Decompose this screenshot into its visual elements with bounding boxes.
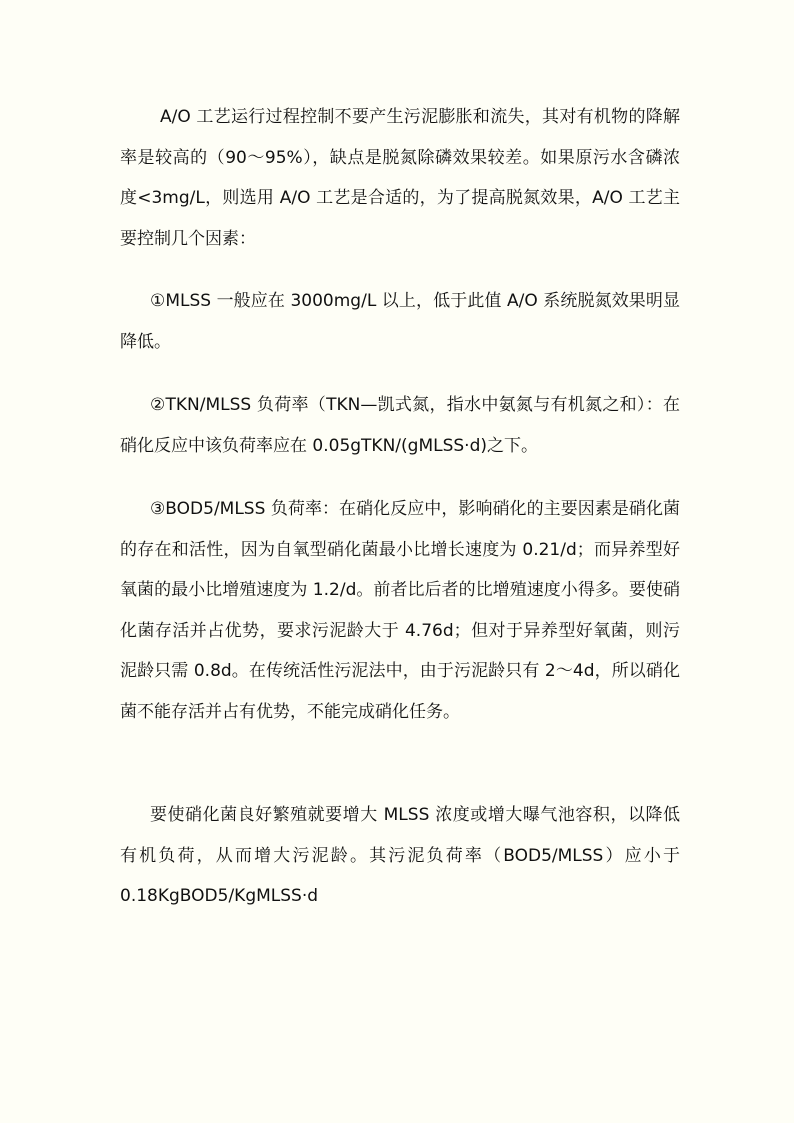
paragraph-conclusion: 要使硝化菌良好繁殖就要增大 MLSS 浓度或增大曝气池容积，以降低有机负荷，从而增大污泥龄。其污泥负荷率（BOD5/MLSS）应小于 0.18KgBOD5/KgMLSS·d [120, 805, 680, 906]
paragraph-bod5-mlss: ③BOD5/MLSS 负荷率：在硝化反应中，影响硝化的主要因素是硝化菌的存在和活性，因为自氧型硝化菌最小比增长速度为 0.21/d；而异养型好氧菌的最小比增殖速度为 1.2/d。前者比后者的比增殖速度小得多。要使硝化菌存活并占优势，要求污泥龄大于 4.76d；但对于异养型好氧菌，则污泥龄只需 0.8d。在传统活性污泥法中，由于污泥龄只有 2～4d，所以硝化菌不能存活并占有优势，不能完成硝化任务。 [120, 499, 680, 722]
paragraph-mlss: ①MLSS 一般应在 3000mg/L 以上，低于此值 A/O 系统脱氮效果明显降低。 [120, 291, 680, 352]
paragraph-intro: A/O 工艺运行过程控制不要产生污泥膨胀和流失，其对有机物的降解率是较高的（90～95%），缺点是脱氮除磷效果较差。如果原污水含磷浓度<3mg/L，则选用 A/O 工艺是合适的，为了提高脱氮效果，A/O 工艺主要控制几个因素： [120, 107, 680, 249]
paragraph-tkn-mlss: ②TKN/MLSS 负荷率（TKN—凯式氮，指水中氨氮与有机氮之和）：在硝化反应中该负荷率应在 0.05gTKN/(gMLSS·d)之下。 [120, 395, 680, 456]
